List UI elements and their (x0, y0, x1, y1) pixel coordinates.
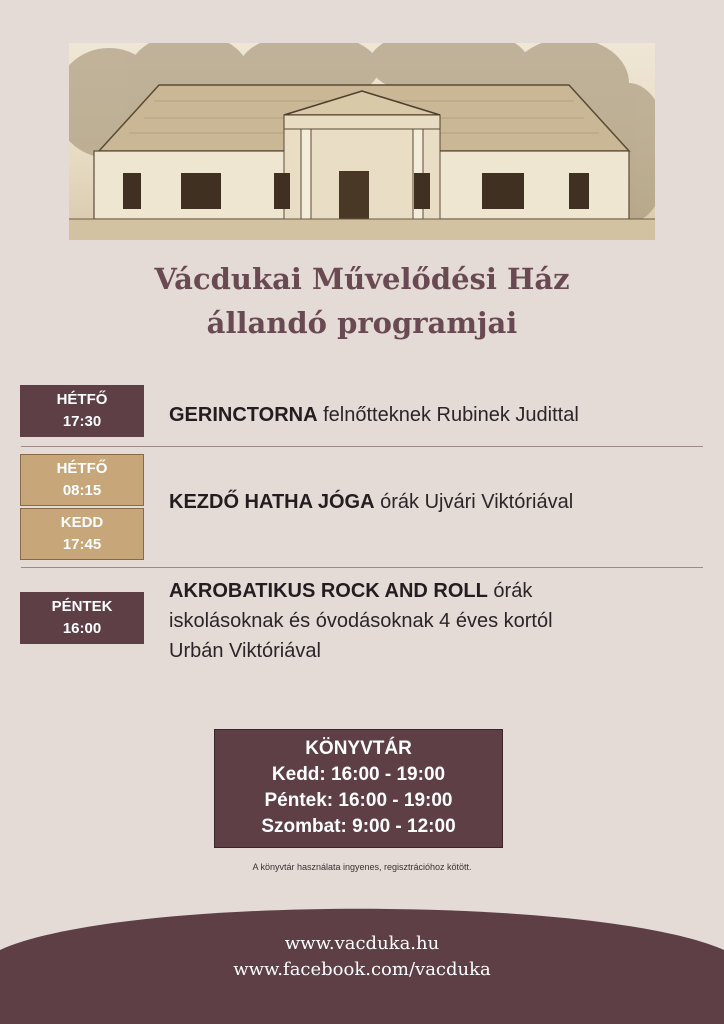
program-name: AKROBATIKUS ROCK AND ROLL (169, 580, 488, 602)
schedule-badge-friday (20, 592, 144, 644)
divider (21, 567, 703, 568)
badge-day: HÉTFŐ (56, 460, 108, 477)
program-name: GERINCTORNA (169, 404, 318, 426)
program-name: KEZDŐ HATHA JÓGA (169, 491, 375, 513)
library-hours-friday: Péntek: 16:00 - 19:00 (264, 790, 453, 811)
divider (21, 446, 703, 447)
program-description: órák (487, 580, 533, 602)
program-description-line3: Urbán Viktóriával (169, 640, 321, 662)
badge-day: HÉTFŐ (56, 391, 108, 408)
badge-day: PÉNTEK (51, 598, 113, 615)
facebook-link[interactable]: www.facebook.com/vacduka (233, 959, 491, 980)
hero-building-image (69, 43, 655, 240)
website-link[interactable]: www.vacduka.hu (284, 933, 440, 954)
program-description: felnőtteknek Rubinek Judittal (317, 404, 579, 426)
library-note: A könyvtár használata ingyenes, regisztrációhoz kötött. (252, 862, 472, 872)
schedule-badge-monday (20, 385, 144, 437)
program-akrobatikus-rock-and-roll (169, 576, 553, 666)
program-gerinctorna (169, 400, 579, 430)
program-hatha-joga (169, 487, 573, 517)
schedule-badge-tuesday (20, 508, 144, 560)
badge-day: KEDD (60, 514, 104, 531)
schedule-badge-monday (20, 454, 144, 506)
badge-time: 17:30 (62, 413, 102, 430)
badge-time: 16:00 (62, 620, 102, 637)
page-title-line2: állandó programjai (206, 306, 518, 340)
library-hours-tuesday: Kedd: 16:00 - 19:00 (271, 764, 446, 785)
page-title-line1: Vácdukai Művelődési Ház (154, 262, 570, 296)
library-title: KÖNYVTÁR (305, 738, 412, 759)
library-hours-saturday: Szombat: 9:00 - 12:00 (261, 816, 456, 837)
badge-time: 17:45 (62, 536, 102, 553)
library-hours-box (214, 729, 503, 848)
program-description-line2: iskolásoknak és óvodásoknak 4 éves kortól (169, 610, 553, 632)
badge-time: 08:15 (62, 482, 102, 499)
program-description: órák Ujvári Viktóriával (374, 491, 574, 513)
